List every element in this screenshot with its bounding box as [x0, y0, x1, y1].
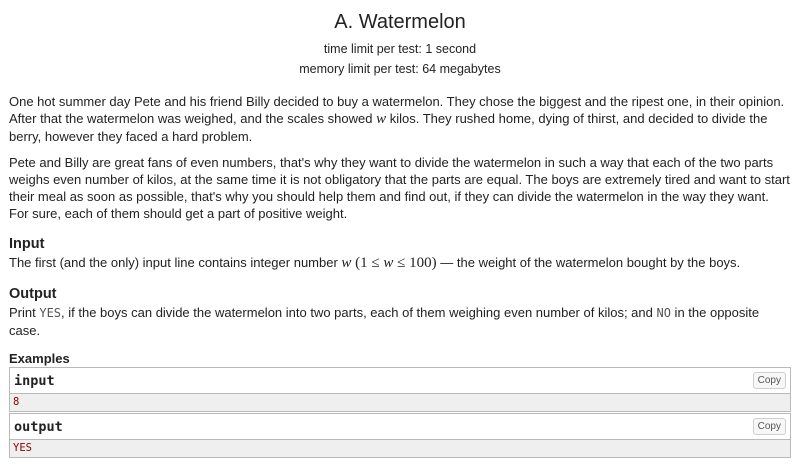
statement-text: kilos. They rushed home, dying of thirst, and decided to divide the berry, however they faced a hard problem. [9, 111, 768, 144]
example-input-header [10, 368, 790, 394]
output-text: , if the boys can divide the watermelon into two parts, each of them weighing even number of kilos; and [61, 305, 657, 320]
output-section-title: Output [9, 286, 57, 302]
math-variable: w [376, 111, 387, 127]
problem-title: A. Watermelon [334, 11, 466, 33]
problem-header [9, 0, 791, 79]
input-text: — the weight of the watermelon bought by the boys. [436, 255, 741, 270]
example-output-box [9, 413, 791, 458]
copy-output-button[interactable]: Copy [753, 418, 786, 435]
yes-literal: YES [39, 306, 62, 320]
example-output-label: output [14, 418, 63, 435]
example-output-value: YES [10, 440, 790, 457]
input-text: The first (and the only) input line contains integer number [9, 255, 342, 270]
statement-paragraph-1 [9, 93, 791, 145]
input-section-text [9, 254, 791, 272]
example-input-label: input [14, 372, 55, 389]
math-constraint-close: ≤ 100) [393, 255, 437, 271]
no-literal: NO [656, 306, 671, 320]
statement-paragraph-2: Pete and Billy are great fans of even numbers, that's why they want to divide the watermelon in such a way that each of the two parts weighs even number of kilos, at the same time it is not obligatory that the parts are equal. The boys are extremely tired and want to start their meal as soon as possible, that's why you should help them and find out, if they can divide the watermelon in the way they want. For sure, each of them should get a part of positive weight. [9, 155, 790, 221]
example-output-header [10, 414, 790, 440]
output-text: Print [9, 305, 40, 320]
example-input-value: 8 [10, 394, 790, 411]
memory-limit: memory limit per test: 64 megabytes [299, 62, 501, 76]
example-input-box [9, 367, 791, 412]
math-variable: w [341, 255, 352, 271]
examples-title: Examples [9, 351, 70, 366]
math-variable: w [383, 255, 394, 271]
output-section-text [9, 304, 791, 340]
math-constraint-open: (1 ≤ [351, 255, 384, 271]
input-section-title: Input [9, 236, 45, 252]
output-text: in the opposite case. [9, 305, 760, 338]
copy-input-button[interactable]: Copy [753, 372, 786, 389]
statement-text: One hot summer day Pete and his friend Billy decided to buy a watermelon. They chose the biggest and the ripest one, in their opinion. After that the watermelon was weighed, and the scales showed [9, 94, 785, 126]
time-limit: time limit per test: 1 second [323, 42, 477, 56]
